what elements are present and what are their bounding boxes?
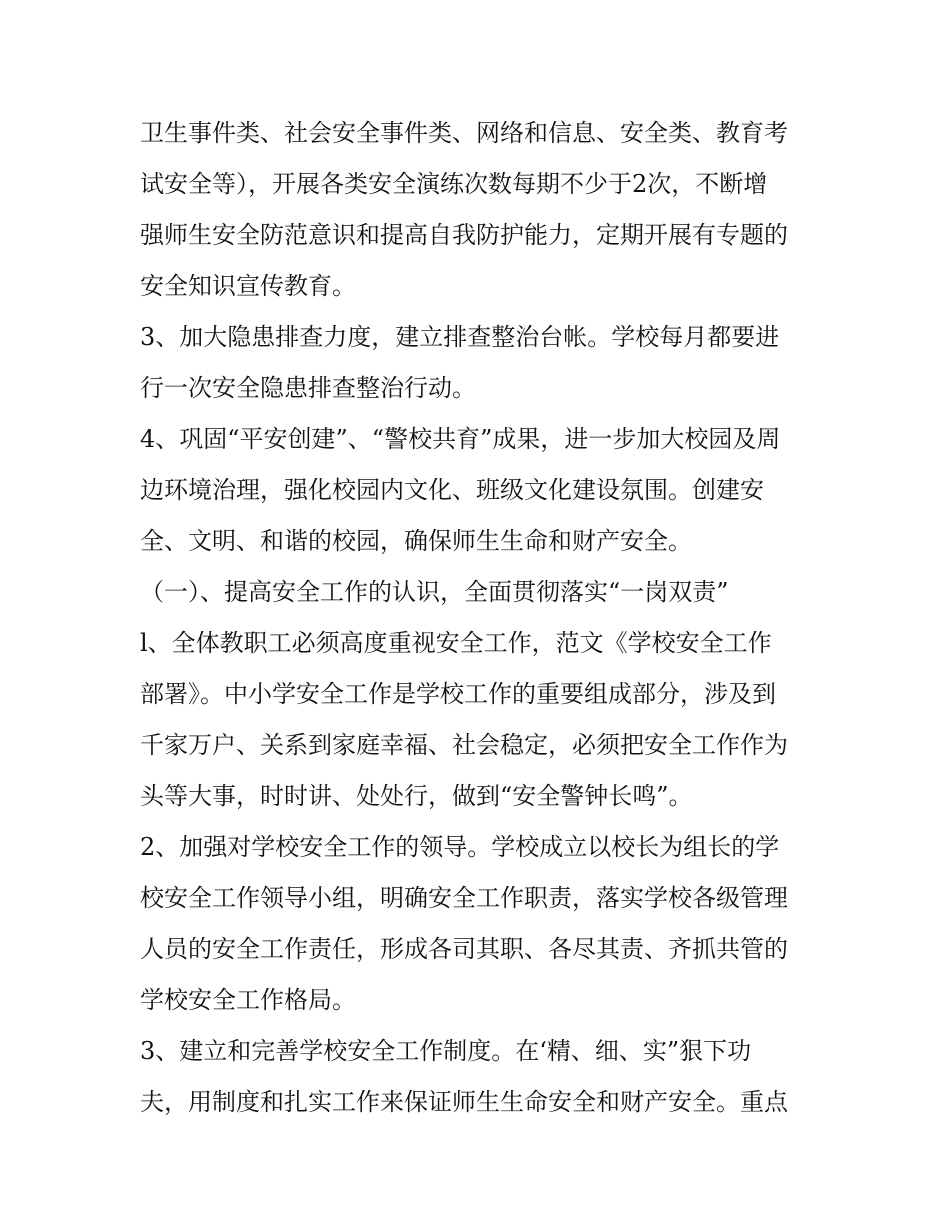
text-line-9: 全、文明、和谐的校园，确保师生生命和财产安全。 <box>140 527 692 555</box>
text-line-4: 安全知识宣传教育。 <box>140 272 356 300</box>
text-line-2: 试安全等），开展各类安全演练次数每期不少于2次，不断增 <box>140 170 768 198</box>
text-line-12: 部署》。中小学安全工作是学校工作的重要组成部分，涉及到 <box>140 680 776 708</box>
text-line-8: 边环境治理，强化校园内文化、班级文化建设氛围。创建安 <box>140 476 764 504</box>
text-line-15: 2、加强对学校安全工作的领导。学校成立以校长为组长的学 <box>140 833 780 861</box>
text-line-13: 千家万户、关系到家庭幸福、社会稳定，必须把安全工作作为 <box>140 731 788 759</box>
text-line-3: 强师生安全防范意识和提高自我防护能力，定期开展有专题的 <box>140 221 788 249</box>
text-line-11: l、全体教职工必须高度重视安全工作，范文《学校安全工作 <box>140 629 772 657</box>
text-line-7: 4、巩固“平安创建”、“警校共育”成果，进一步加大校园及周 <box>140 425 781 453</box>
text-line-18: 学校安全工作格局。 <box>140 986 356 1014</box>
body-text <box>140 108 820 1128</box>
text-line-20: 夫，用制度和扎实工作来保证师生生命安全和财产安全。重点 <box>140 1088 788 1116</box>
section-heading-1: （一）、提高安全工作的认识，全面贯彻落实“一岗双责” <box>140 578 729 606</box>
text-line-16: 校安全工作领导小组，明确安全工作职责，落实学校各级管理 <box>140 884 788 912</box>
text-line-17: 人员的安全工作责任，形成各司其职、各尽其责、齐抓共管的 <box>140 935 788 963</box>
text-line-5: 3、加大隐患排查力度，建立排查整治台帐。学校每月都要进 <box>140 323 780 351</box>
text-line-1: 卫生事件类、社会安全事件类、网络和信息、安全类、教育考 <box>140 119 788 147</box>
text-line-19: 3、建立和完善学校安全工作制度。在‘精、细、实”狠下功 <box>140 1037 752 1065</box>
text-line-6: 行一次安全隐患排查整治行动。 <box>140 374 476 402</box>
text-line-14: 头等大事，时时讲、处处行，做到“安全警钟长鸣”。 <box>140 782 693 810</box>
